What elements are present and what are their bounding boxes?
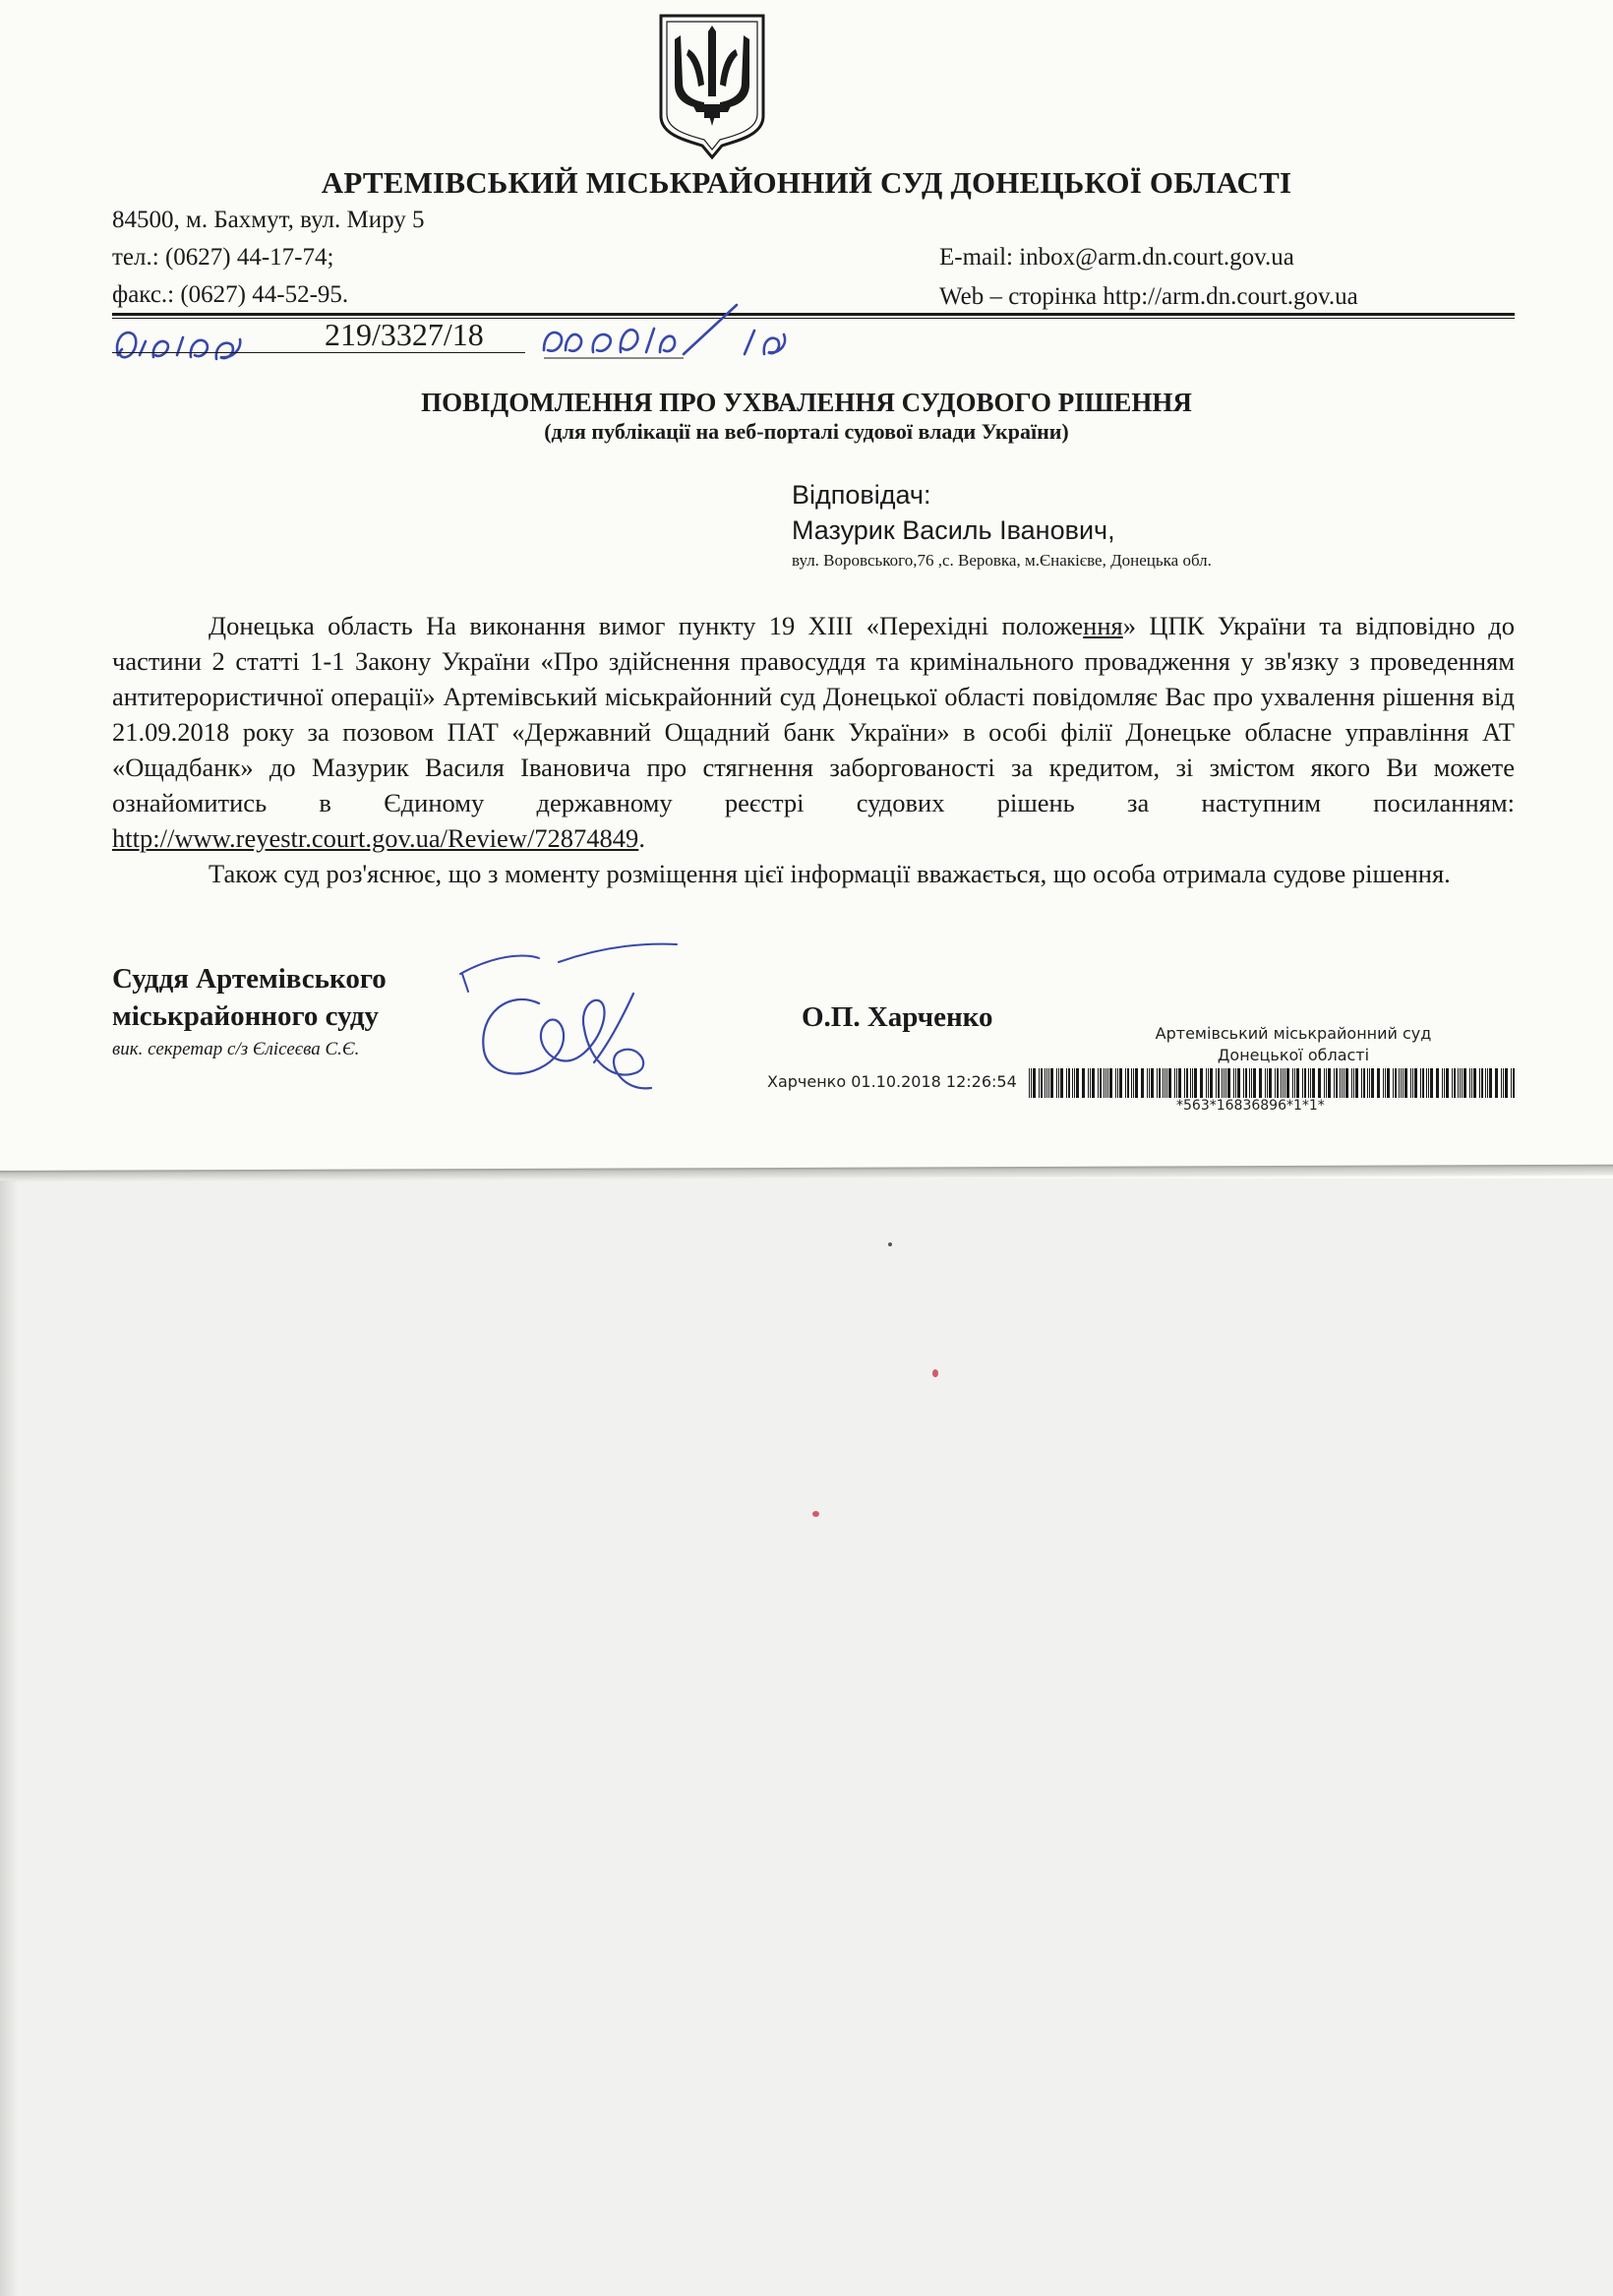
barcode-bar (1275, 1068, 1276, 1098)
barcode-bar (1422, 1068, 1424, 1098)
barcode-bar (1265, 1068, 1266, 1098)
barcode-bar (1131, 1068, 1132, 1098)
scan-shadow (0, 1180, 18, 2296)
barcode-bar (1513, 1068, 1515, 1098)
barcode-bar (1243, 1068, 1244, 1098)
barcode-bar (1192, 1068, 1193, 1098)
barcode-bar (1426, 1068, 1427, 1098)
barcode-bar (1245, 1068, 1247, 1098)
barcode-bar (1174, 1068, 1175, 1098)
body-text-part: Донецька область На виконання вимог пункту 19 XIII «Перехідні положе (209, 611, 1084, 640)
barcode-bar (1430, 1068, 1433, 1098)
barcode-bar (1233, 1068, 1234, 1098)
barcode-bar (1442, 1068, 1443, 1098)
notice-body (112, 608, 1515, 891)
barcode-bar (1092, 1068, 1095, 1098)
barcode-bar (1395, 1068, 1397, 1098)
barcode-bar (1259, 1068, 1262, 1098)
barcode-bar (1481, 1068, 1483, 1098)
judge-block (112, 960, 387, 1060)
barcode-bar (1117, 1068, 1118, 1098)
barcode-bar (1292, 1068, 1293, 1098)
barcode (1029, 1068, 1515, 1098)
barcode-bar (1367, 1068, 1368, 1098)
barcode-bar (1487, 1068, 1488, 1098)
header-divider (112, 313, 1515, 316)
scan-spot (888, 1242, 892, 1246)
barcode-bar (1041, 1068, 1043, 1098)
barcode-bar (1460, 1068, 1461, 1098)
respondent-name: Мазурик Василь Іванович, (792, 515, 1115, 545)
barcode-bar (1227, 1068, 1230, 1098)
barcode-bar (1511, 1068, 1512, 1098)
barcode-bar (1428, 1068, 1429, 1098)
body-paragraph: Також суд роз'яснює, що з моменту розміщення цієї інформації вважається, що особа отримала судове рішення. (209, 859, 1451, 888)
barcode-bar (1281, 1068, 1282, 1098)
barcode-bar (1485, 1068, 1486, 1098)
esignature-court-line-1: Артемівський міськрайонний суд (1155, 1024, 1432, 1043)
barcode-bar (1050, 1068, 1053, 1098)
handwritten-number (110, 320, 327, 367)
barcode-bar (1377, 1068, 1380, 1098)
barcode-bar (1115, 1068, 1116, 1098)
barcode-bar (1294, 1068, 1295, 1098)
esignature-court-line-2: Донецької області (1217, 1046, 1370, 1064)
barcode-bar (1471, 1068, 1472, 1098)
esignature-court (1131, 1023, 1456, 1066)
barcode-bar (1218, 1068, 1220, 1098)
barcode-bar (1222, 1068, 1223, 1098)
barcode-bar (1308, 1068, 1309, 1098)
barcode-bar (1048, 1068, 1049, 1098)
judge-name: О.П. Харченко (802, 1001, 993, 1033)
barcode-bar (1414, 1068, 1417, 1098)
barcode-bar (1324, 1068, 1325, 1098)
barcode-bar (1334, 1068, 1335, 1098)
barcode-bar (1251, 1068, 1252, 1098)
barcode-bar (1371, 1068, 1374, 1098)
barcode-bar (1340, 1068, 1341, 1098)
court-email: E-mail: inbox@arm.dn.court.gov.ua (939, 244, 1294, 271)
barcode-bar (1200, 1068, 1203, 1098)
barcode-bar (1283, 1068, 1284, 1098)
barcode-bar (1029, 1068, 1030, 1098)
barcode-bar (1284, 1068, 1285, 1098)
barcode-bar (1412, 1068, 1413, 1098)
barcode-bar (1088, 1068, 1089, 1098)
barcode-bar (1178, 1068, 1181, 1098)
barcode-code: *563*16836896*1*1* (1176, 1098, 1325, 1114)
barcode-bar (1454, 1068, 1456, 1098)
barcode-bar (1090, 1068, 1091, 1098)
body-paragraph (112, 608, 1515, 856)
barcode-bar (1363, 1068, 1365, 1098)
barcode-bar (1127, 1068, 1129, 1098)
barcode-bar (1345, 1068, 1348, 1098)
barcode-bar (1098, 1068, 1099, 1098)
judge-title-line-2: міськрайонного суду (112, 1000, 380, 1032)
barcode-bar (1225, 1068, 1226, 1098)
barcode-bar (1237, 1068, 1240, 1098)
barcode-bar (1072, 1068, 1073, 1098)
barcode-bar (1501, 1068, 1502, 1098)
respondent-label: Відповідач: (792, 480, 931, 510)
barcode-bar (1469, 1068, 1470, 1098)
barcode-bar (1186, 1068, 1188, 1098)
barcode-bar (1066, 1068, 1067, 1098)
barcode-bar (1505, 1068, 1508, 1098)
barcode-bar (1168, 1068, 1171, 1098)
barcode-bar (1076, 1068, 1079, 1098)
barcode-bar (1100, 1068, 1102, 1098)
barcode-bar (1151, 1068, 1154, 1098)
barcode-bar (1125, 1068, 1126, 1098)
court-phone: тел.: (0627) 44-17-74; (112, 244, 334, 271)
judge-title-line-1: Суддя Артемівського (112, 963, 387, 995)
barcode-bar (1208, 1068, 1209, 1098)
court-fax: факс.: (0627) 44-52-95. (112, 281, 349, 308)
barcode-bar (1304, 1068, 1306, 1098)
barcode-bar (1458, 1068, 1459, 1098)
barcode-bar (1452, 1068, 1453, 1098)
barcode-bar (1383, 1068, 1384, 1098)
barcode-bar (1361, 1068, 1362, 1098)
barcode-bar (1353, 1068, 1354, 1098)
barcode-bar (1387, 1068, 1390, 1098)
barcode-bar (1302, 1068, 1303, 1098)
barcode-bar (1253, 1068, 1256, 1098)
barcode-bar (1141, 1068, 1144, 1098)
barcode-bar (1157, 1068, 1158, 1098)
barcode-bar (1401, 1068, 1402, 1098)
barcode-bar (1109, 1068, 1112, 1098)
barcode-bar (1068, 1068, 1070, 1098)
barcode-bar (1489, 1068, 1492, 1098)
barcode-bar (1033, 1068, 1036, 1098)
barcode-bar (1277, 1068, 1279, 1098)
barcode-bar (1444, 1068, 1445, 1098)
body-text-part: » ЦПК України та відповідно до частини 2 статті 1-1 Закону України «Про здійснення правосуддя та кримінального провадження у зв'язку з проведенням антитерористичної операції» Артемівський міськрайонний суд Донецької області повідомляє Вас про ухвалення рішення від 21.09.2018 року за позовом ПАТ «Державний Ощадний банк України» в особі філії Донецьке обласне управління АТ «Ощадбанк» до Мазурик Василя Івановича про стягнення заборгованості за кредитом, зі змістом якого Ви можете ознайомитись в Єдиному державному реєстрі судових рішень за наступним посиланням: (112, 611, 1515, 817)
barcode-bar (1410, 1068, 1411, 1098)
barcode-bar (1403, 1068, 1404, 1098)
barcode-bar (1216, 1068, 1217, 1098)
barcode-bar (1351, 1068, 1352, 1098)
barcode-bar (1286, 1068, 1289, 1098)
barcode-bar (1159, 1068, 1161, 1098)
secretary-note: вик. секретар с/з Єлісеєва С.Є. (112, 1039, 360, 1059)
barcode-bar (1074, 1068, 1075, 1098)
barcode-bar (1058, 1068, 1059, 1098)
barcode-bar (1184, 1068, 1185, 1098)
registry-link[interactable]: http://www.reyestr.court.gov.ua/Review/72874849 (112, 823, 639, 853)
barcode-bar (1039, 1068, 1040, 1098)
scan-spot (812, 1511, 819, 1517)
handwritten-date (536, 285, 811, 374)
barcode-bar (1166, 1068, 1167, 1098)
barcode-bar (1473, 1068, 1476, 1098)
barcode-bar (1105, 1068, 1106, 1098)
barcode-bar (1385, 1068, 1386, 1098)
barcode-bar (1147, 1068, 1148, 1098)
barcode-bar (1393, 1068, 1394, 1098)
handwritten-signature (441, 935, 736, 1112)
barcode-bar (1446, 1068, 1449, 1098)
court-name: АРТЕМІВСЬКИЙ МІСЬКРАЙОННИЙ СУД ДОНЕЦЬКОЇ ОБЛАСТІ (321, 165, 1292, 200)
barcode-bar (1031, 1068, 1032, 1098)
registration-number: 219/3327/18 (325, 317, 484, 352)
barcode-bar (1176, 1068, 1177, 1098)
barcode-bar (1436, 1068, 1439, 1098)
barcode-bar (1190, 1068, 1191, 1098)
barcode-bar (1503, 1068, 1504, 1098)
header-divider-thin (112, 318, 1515, 319)
body-text-underlined: ння (1083, 611, 1123, 640)
barcode-bar (1355, 1068, 1358, 1098)
court-website: Web – сторінка http://arm.dn.court.gov.ua (939, 283, 1358, 310)
barcode-bar (1224, 1068, 1225, 1098)
barcode-bar (1399, 1068, 1400, 1098)
barcode-bar (1328, 1068, 1331, 1098)
barcode-bar (1194, 1068, 1197, 1098)
barcode-bar (1267, 1068, 1268, 1098)
barcode-bar (1046, 1068, 1047, 1098)
barcode-bar (1336, 1068, 1338, 1098)
barcode-bar (1420, 1068, 1421, 1098)
barcode-bar (1318, 1068, 1321, 1098)
barcode-bar (1404, 1068, 1407, 1098)
barcode-bar (1104, 1068, 1105, 1098)
barcode-bar (1369, 1068, 1370, 1098)
barcode-bar (1462, 1068, 1463, 1098)
body-text-part: . (638, 823, 645, 853)
barcode-bar (1495, 1068, 1498, 1098)
esignature-stamp: Харченко 01.10.2018 12:26:54 (767, 1072, 1017, 1091)
barcode-bar (1326, 1068, 1327, 1098)
barcode-bar (1149, 1068, 1150, 1098)
barcode-bar (1082, 1068, 1085, 1098)
barcode-bar (1119, 1068, 1122, 1098)
barcode-bar (1479, 1068, 1480, 1098)
barcode-bar (1060, 1068, 1063, 1098)
barcode-bar (1312, 1068, 1315, 1098)
barcode-bar (1296, 1068, 1299, 1098)
barcode-bar (1163, 1068, 1164, 1098)
barcode-bar (1107, 1068, 1108, 1098)
notice-subtitle: (для публікації на веб-порталі судової влади України) (544, 419, 1069, 444)
court-address: 84500, м. Бахмут, вул. Миру 5 (112, 207, 425, 233)
barcode-bar (1133, 1068, 1134, 1098)
barcode-bar (1464, 1068, 1466, 1098)
barcode-bar (1135, 1068, 1138, 1098)
barcode-bar (1210, 1068, 1213, 1098)
notice-title: ПОВІДОМЛЕННЯ ПРО УХВАЛЕННЯ СУДОВОГО РІШЕННЯ (421, 388, 1192, 417)
barcode-bar (1056, 1068, 1057, 1098)
barcode-bar (1269, 1068, 1272, 1098)
barcode-bar (1342, 1068, 1343, 1098)
barcode-bar (1235, 1068, 1236, 1098)
barcode-bar (1206, 1068, 1207, 1098)
barcode-bar (1310, 1068, 1311, 1098)
respondent-address: вул. Воровського,76 ,с. Веровка, м.Єнакієве, Донецька обл. (792, 551, 1212, 570)
coat-of-arms-icon (653, 10, 771, 159)
barcode-bar (1249, 1068, 1250, 1098)
scan-spot (932, 1369, 938, 1377)
